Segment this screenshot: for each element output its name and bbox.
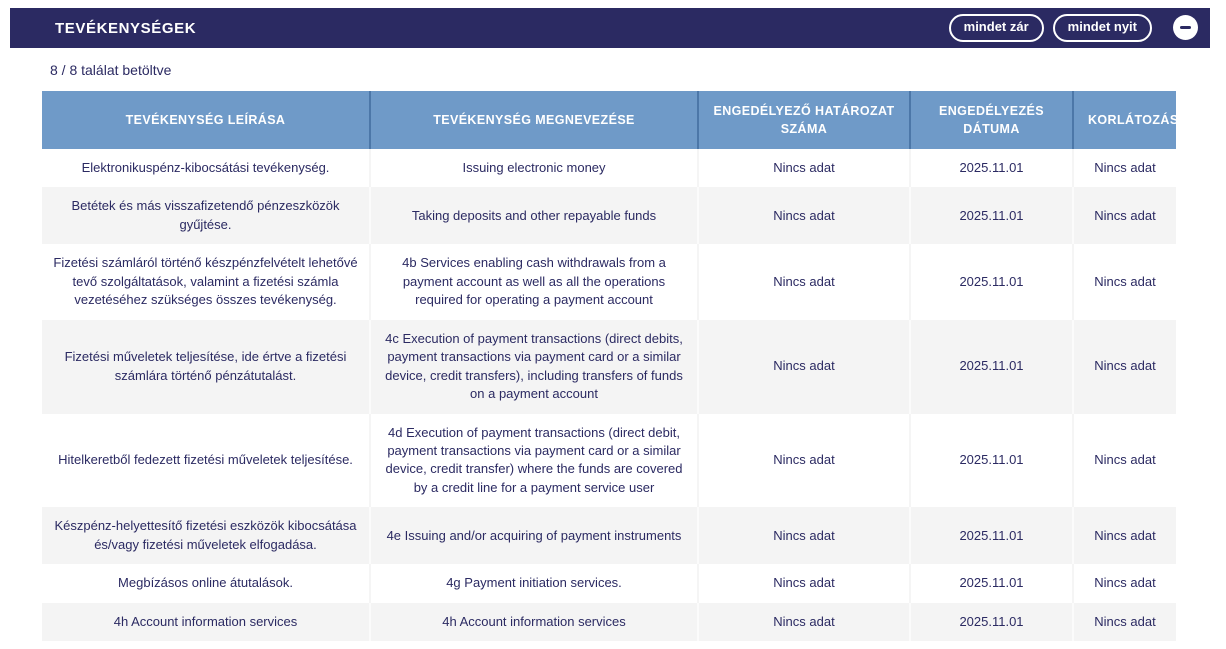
cell-authorization-date: 2025.11.01 [910, 244, 1073, 319]
results-loaded-status: 8 / 8 találat betöltve [50, 62, 172, 78]
cell-name: 4d Execution of payment transactions (direct debit, payment transactions via payment card or a similar device, credit transfer) where the funds are covered by a credit line for a payment service user [370, 414, 698, 508]
table-row [42, 149, 1176, 187]
cell-description: Hitelkeretből fedezett fizetési műveletek teljesítése. [42, 414, 370, 508]
cell-restriction: Nincs adat [1073, 564, 1176, 602]
cell-restriction: Nincs adat [1073, 320, 1176, 414]
activities-table-container [42, 91, 1179, 641]
cell-authorization-date: 2025.11.01 [910, 149, 1073, 187]
cell-name: 4b Services enabling cash withdrawals from a payment account as well as all the operations required for operating a payment account [370, 244, 698, 319]
minus-icon [1180, 26, 1191, 29]
cell-authorization-date: 2025.11.01 [910, 507, 1073, 564]
collapse-panel-button[interactable] [1173, 15, 1198, 40]
column-header-restriction: KORLÁTOZÁS [1073, 91, 1176, 149]
table-row [42, 507, 1176, 564]
cell-decision-number: Nincs adat [698, 149, 910, 187]
cell-authorization-date: 2025.11.01 [910, 320, 1073, 414]
table-row [42, 414, 1176, 508]
cell-decision-number: Nincs adat [698, 187, 910, 244]
table-header-row [42, 91, 1179, 149]
column-header-authorization-date: ENGEDÉLYEZÉS DÁTUMA [910, 91, 1073, 149]
cell-decision-number: Nincs adat [698, 603, 910, 641]
cell-decision-number: Nincs adat [698, 414, 910, 508]
collapse-all-button[interactable]: mindet zár [949, 14, 1044, 42]
panel-title: TEVÉKENYSÉGEK [55, 19, 197, 37]
cell-restriction: Nincs adat [1073, 414, 1176, 508]
cell-restriction: Nincs adat [1073, 244, 1176, 319]
cell-description: Készpénz-helyettesítő fizetési eszközök kibocsátása és/vagy fizetési műveletek elfogadása. [42, 507, 370, 564]
cell-decision-number: Nincs adat [698, 244, 910, 319]
expand-all-button[interactable]: mindet nyit [1053, 14, 1152, 42]
table-row [42, 564, 1176, 602]
cell-authorization-date: 2025.11.01 [910, 603, 1073, 641]
cell-decision-number: Nincs adat [698, 507, 910, 564]
table-row [42, 244, 1176, 319]
cell-name: 4h Account information services [370, 603, 698, 641]
cell-description: Megbízásos online átutalások. [42, 564, 370, 602]
column-header-description: TEVÉKENYSÉG LEÍRÁSA [42, 91, 370, 149]
cell-name: 4c Execution of payment transactions (direct debits, payment transactions via payment card or a similar device, credit transfers), including transfers of funds on a payment account [370, 320, 698, 414]
cell-decision-number: Nincs adat [698, 320, 910, 414]
column-header-name: TEVÉKENYSÉG MEGNEVEZÉSE [370, 91, 698, 149]
cell-name: 4e Issuing and/or acquiring of payment instruments [370, 507, 698, 564]
cell-restriction: Nincs adat [1073, 507, 1176, 564]
cell-decision-number: Nincs adat [698, 564, 910, 602]
table-row [42, 603, 1176, 641]
cell-authorization-date: 2025.11.01 [910, 187, 1073, 244]
cell-restriction: Nincs adat [1073, 603, 1176, 641]
cell-name: Taking deposits and other repayable funds [370, 187, 698, 244]
table-row [42, 320, 1176, 414]
cell-restriction: Nincs adat [1073, 149, 1176, 187]
cell-description: 4h Account information services [42, 603, 370, 641]
table-row [42, 187, 1176, 244]
cell-restriction: Nincs adat [1073, 187, 1176, 244]
panel-header [10, 8, 1210, 48]
cell-authorization-date: 2025.11.01 [910, 414, 1073, 508]
panel-actions [949, 14, 1198, 42]
cell-description: Fizetési számláról történő készpénzfelvételt lehetővé tevő szolgáltatások, valamint a fizetési számla vezetéséhez szükséges összes tevékenység. [42, 244, 370, 319]
cell-name: 4g Payment initiation services. [370, 564, 698, 602]
column-header-decision-number: ENGEDÉLYEZŐ HATÁROZAT SZÁMA [698, 91, 910, 149]
cell-description: Elektronikuspénz-kibocsátási tevékenység. [42, 149, 370, 187]
cell-name: Issuing electronic money [370, 149, 698, 187]
cell-description: Fizetési műveletek teljesítése, ide értve a fizetési számlára történő pénzátutalást. [42, 320, 370, 414]
cell-description: Betétek és más visszafizetendő pénzeszközök gyűjtése. [42, 187, 370, 244]
cell-authorization-date: 2025.11.01 [910, 564, 1073, 602]
activities-table [42, 91, 1179, 641]
